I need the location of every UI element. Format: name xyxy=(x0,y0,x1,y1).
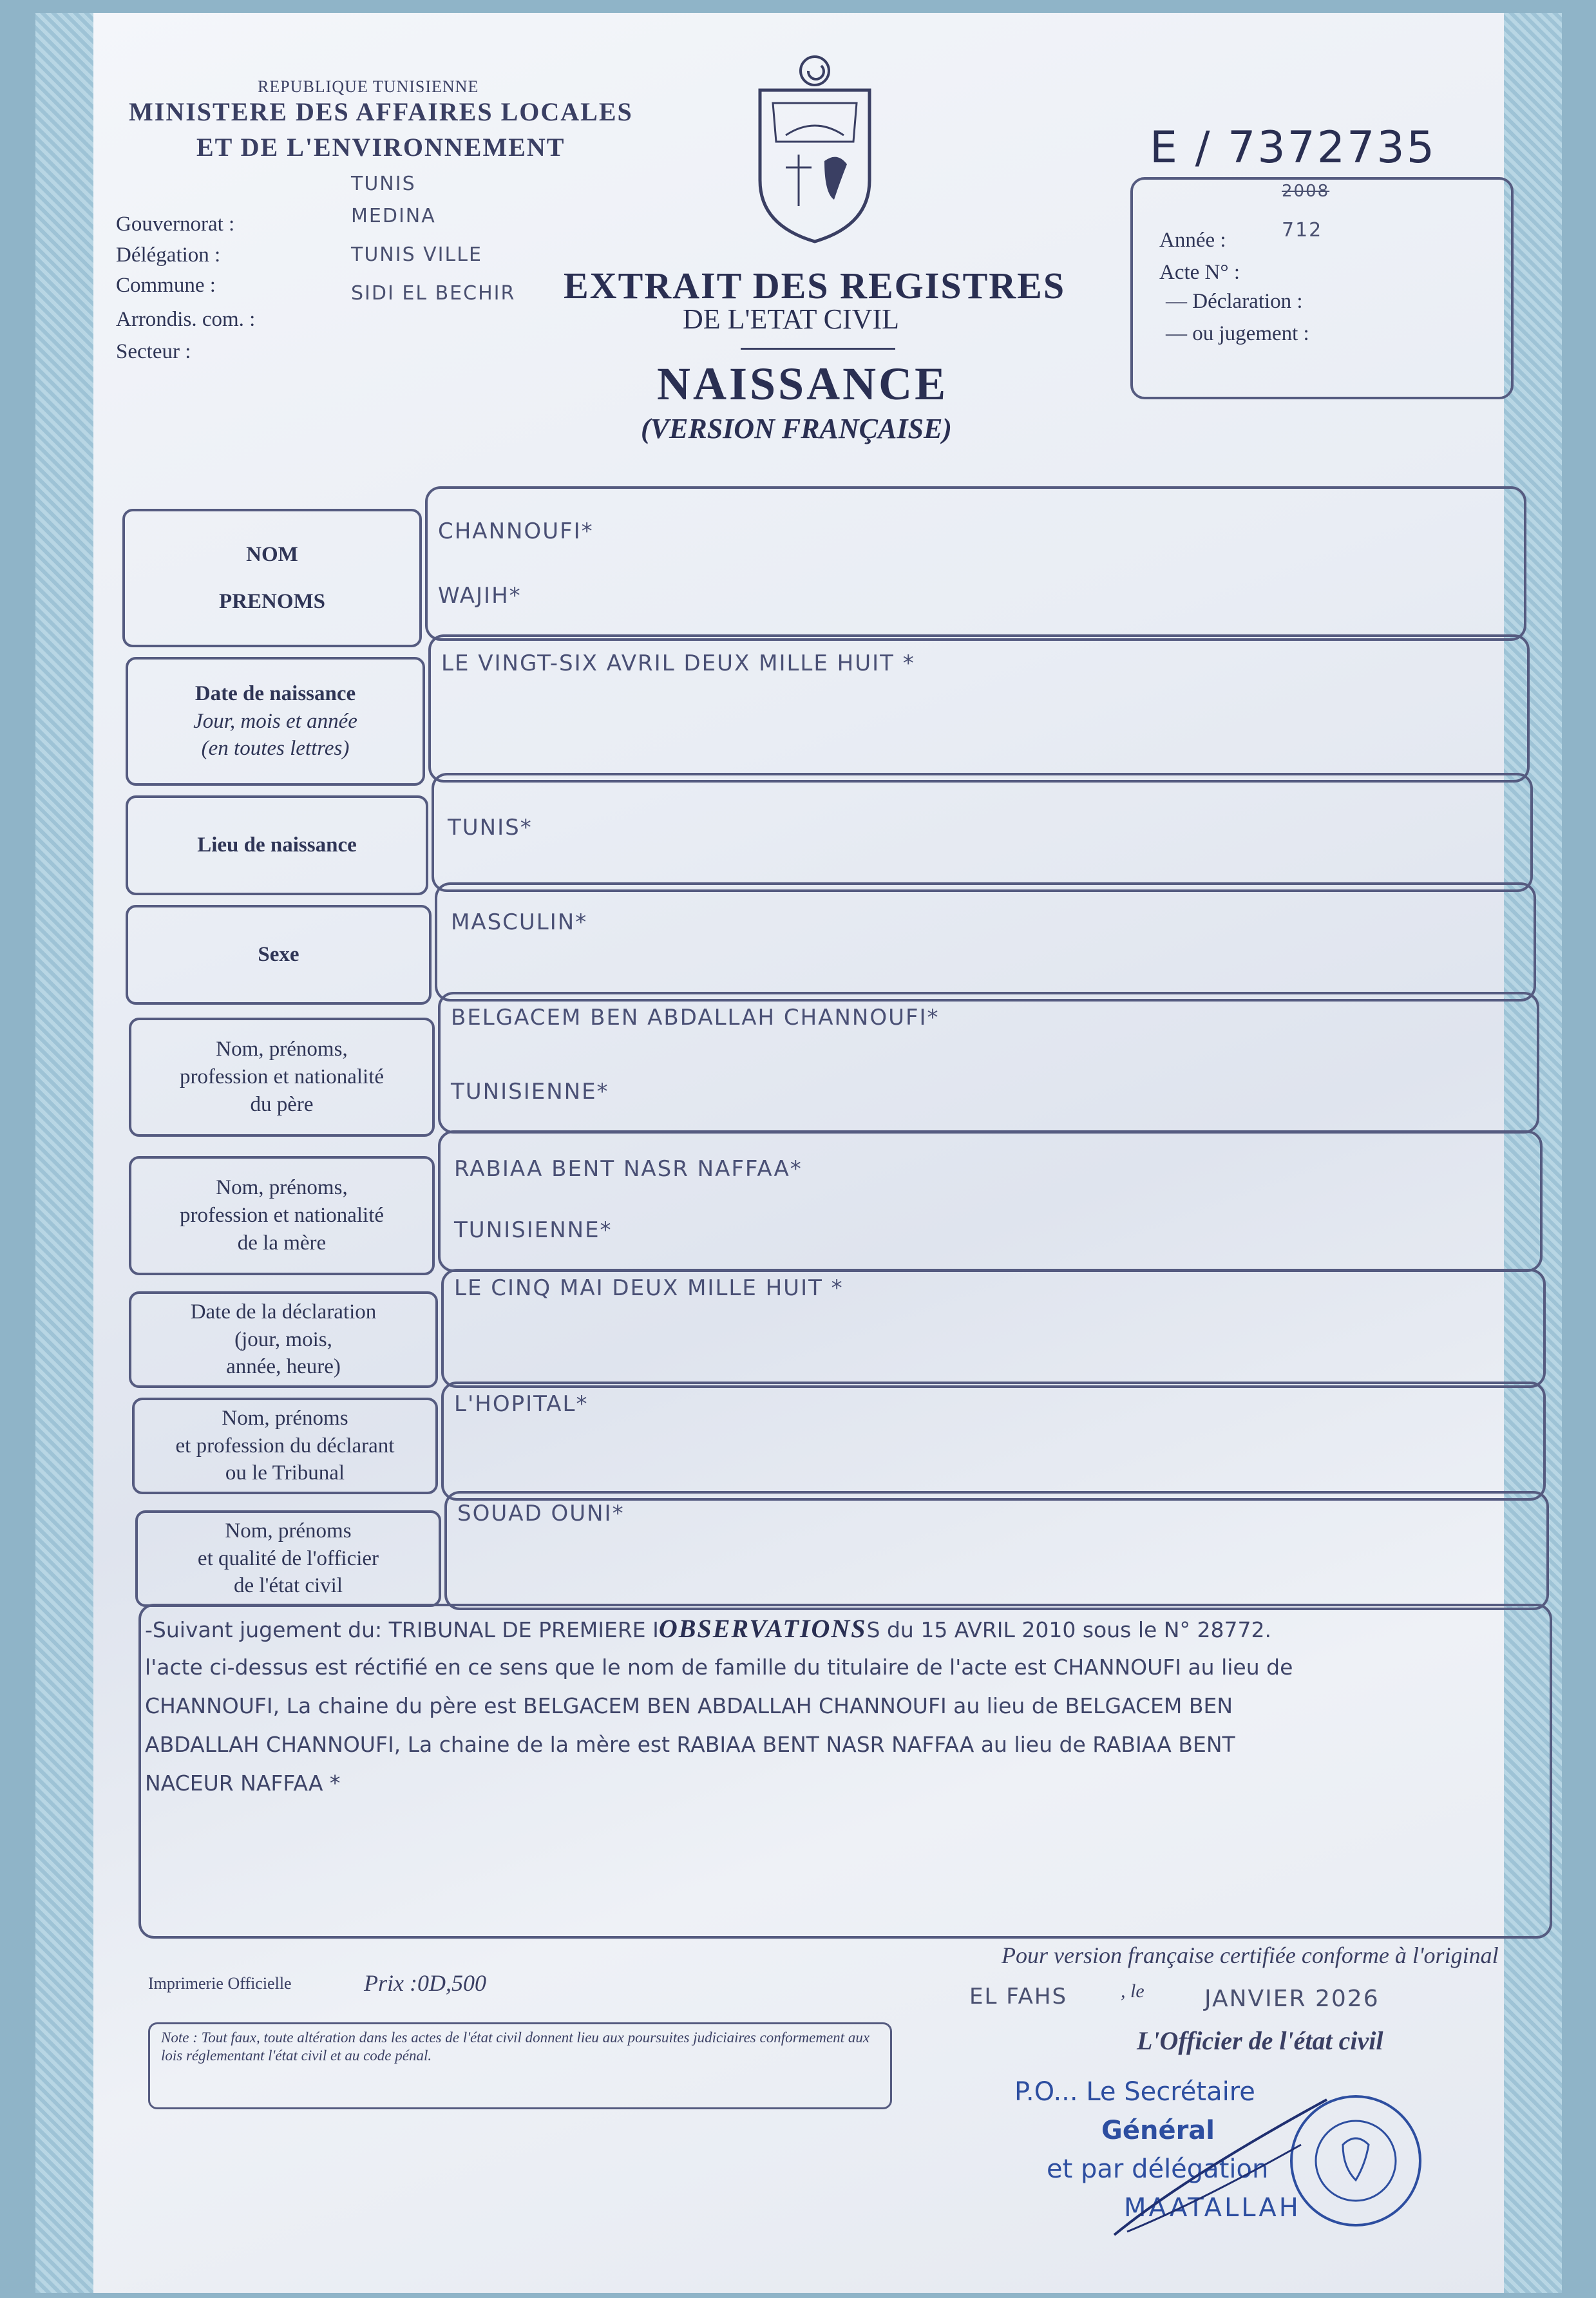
observations-line1-a: -Suivant jugement du: TRIBUNAL DE PREMIERE I xyxy=(145,1617,659,1642)
officier-label-box xyxy=(135,1510,441,1607)
annee-label: Année : xyxy=(1159,229,1226,252)
gouvernorat-label: Gouvernorat : xyxy=(116,213,235,236)
title-line2: DE L'ETAT CIVIL xyxy=(683,303,899,335)
stamp-line3: et par délégation xyxy=(1047,2154,1269,2184)
date-naissance-label3: (en toutes lettres) xyxy=(201,737,350,761)
declarant-label1: Nom, prénoms xyxy=(222,1406,348,1430)
declaration-date-label1: Date de la déclaration xyxy=(190,1300,377,1324)
lieu-signature: EL FAHS xyxy=(969,1984,1068,2009)
stamp-line2: Général xyxy=(1101,2116,1215,2145)
pere-name: BELGACEM BEN ABDALLAH CHANNOUFI* xyxy=(451,1005,940,1030)
prix-label: Prix :0D,500 xyxy=(364,1970,486,1996)
date-naissance-value: LE VINGT-SIX AVRIL DEUX MILLE HUIT * xyxy=(441,650,915,676)
mere-label2: profession et nationalité xyxy=(179,1204,385,1228)
declaration-date-value: LE CINQ MAI DEUX MILLE HUIT * xyxy=(454,1275,844,1301)
signature-stroke xyxy=(1108,2087,1340,2241)
prenoms-label: PRENOMS xyxy=(219,589,325,613)
observations-line1-b: S du 15 AVRIL 2010 sous le N° 28772. xyxy=(866,1617,1271,1642)
left-guilloche-border xyxy=(35,13,93,2293)
acte-value: 712 xyxy=(1282,219,1323,242)
pere-label3: du père xyxy=(250,1092,314,1116)
date-naissance-label2: Jour, mois et année xyxy=(193,709,357,733)
serial-number: E / 7372735 xyxy=(1150,122,1436,173)
prenoms-value: WAJIH* xyxy=(438,583,522,609)
annee-value: 2008 xyxy=(1282,182,1330,201)
pere-label1: Nom, prénoms, xyxy=(216,1038,348,1061)
mere-nationality: TUNISIENNE* xyxy=(454,1217,613,1243)
officier-signature-label: L'Officier de l'état civil xyxy=(1137,2026,1383,2055)
officier-label2: et qualité de l'officier xyxy=(197,1546,379,1570)
mere-label3: de la mère xyxy=(237,1231,327,1255)
declarant-label-box xyxy=(132,1398,438,1494)
mere-name: RABIAA BENT NASR NAFFAA* xyxy=(454,1156,803,1182)
officier-label3: de l'état civil xyxy=(233,1574,343,1598)
mere-value-box xyxy=(438,1130,1543,1272)
declaration-date-label2: (jour, mois, xyxy=(234,1327,332,1351)
stamp-line4: MAATALLAH xyxy=(1124,2193,1301,2223)
declaration-label: — Déclaration : xyxy=(1166,290,1303,313)
observations-line4: ABDALLAH CHANNOUFI, La chaine de la mère est RABIAA BENT NASR NAFFAA au lieu de RABIAA BENT xyxy=(145,1732,1235,1757)
republic-heading: REPUBLIQUE TUNISIENNE xyxy=(258,77,479,96)
mere-label-box xyxy=(129,1156,435,1275)
declarant-value-box xyxy=(441,1382,1546,1501)
secteur-label: Secteur : xyxy=(116,340,191,363)
certified-label: Pour version française certifiée conforme à l'original xyxy=(1002,1942,1499,1968)
commune-label: Commune : xyxy=(116,274,216,297)
delegation-label: Délégation : xyxy=(116,243,221,267)
declarant-value: L'HOPITAL* xyxy=(454,1391,589,1417)
gouvernorat-value: TUNIS xyxy=(351,173,416,195)
coat-of-arms-icon xyxy=(747,52,882,245)
acte-label: Acte N° : xyxy=(1159,261,1240,284)
acte-box xyxy=(1130,177,1514,399)
nom-value: CHANNOUFI* xyxy=(438,518,594,544)
lieu-label: Lieu de naissance xyxy=(197,833,357,857)
declarant-label2: et profession du déclarant xyxy=(175,1434,395,1458)
nom-label: NOM xyxy=(246,542,298,566)
lieu-value: TUNIS* xyxy=(448,815,533,840)
declarant-label3: ou le Tribunal xyxy=(225,1461,345,1485)
ministry-line1: MINISTERE DES AFFAIRES LOCALES xyxy=(129,97,633,126)
officier-label1: Nom, prénoms xyxy=(225,1519,352,1543)
arrondis-label: Arrondis. com. : xyxy=(116,308,256,331)
date-naissance-label-box xyxy=(126,657,425,786)
pere-label-box xyxy=(129,1018,435,1137)
le-label: , le xyxy=(1121,1980,1145,2002)
imprimerie-label: Imprimerie Officielle xyxy=(148,1974,292,1993)
sexe-label-box xyxy=(126,905,432,1005)
jugement-label: — ou jugement : xyxy=(1166,322,1309,345)
delegation-value: MEDINA xyxy=(351,205,436,227)
date-naissance-label1: Date de naissance xyxy=(195,681,356,705)
arrondis-value: SIDI EL BECHIR xyxy=(351,282,516,305)
title-line1: EXTRAIT DES REGISTRES xyxy=(564,265,1066,307)
observations-title: OBSERVATIONS xyxy=(658,1614,867,1643)
sexe-value: MASCULIN* xyxy=(451,909,588,935)
mere-label1: Nom, prénoms, xyxy=(216,1176,348,1200)
nom-prenoms-label-box xyxy=(122,509,422,647)
observations-line1 xyxy=(145,1610,1271,1649)
ministry-line2: ET DE L'ENVIRONNEMENT xyxy=(196,133,565,162)
observations-line3: CHANNOUFI, La chaine du père est BELGACEM BEN ABDALLAH CHANNOUFI au lieu de BELGACEM BEN xyxy=(145,1693,1233,1718)
declaration-date-label3: année, heure) xyxy=(226,1355,341,1379)
pere-label2: profession et nationalité xyxy=(179,1065,385,1089)
note-text: Note : Tout faux, toute altération dans les actes de l'état civil donnent lieu aux poursuites judiciaires conformement aux lois réglementant l'état civil et au code pénal. xyxy=(161,2029,870,2064)
sexe-label: Sexe xyxy=(258,943,299,967)
title-divider xyxy=(741,348,895,350)
lieu-value-box xyxy=(432,773,1533,892)
observations-line5: NACEUR NAFFAA * xyxy=(145,1771,341,1796)
observations-line2: l'acte ci-dessus est réctifié en ce sens que le nom de famille du titulaire de l'acte est CHANNOUFI au lieu de xyxy=(145,1655,1293,1680)
nom-prenoms-value-box xyxy=(425,486,1526,641)
signature-date: JANVIER 2026 xyxy=(1204,1986,1380,2012)
pere-nationality: TUNISIENNE* xyxy=(451,1079,609,1105)
officier-value: SOUAD OUNI* xyxy=(457,1501,625,1526)
declaration-date-label-box xyxy=(129,1291,438,1388)
stamp-line1: P.O... Le Secrétaire xyxy=(1014,2077,1255,2107)
version-label: (VERSION FRANÇAISE) xyxy=(641,413,952,444)
commune-value: TUNIS VILLE xyxy=(351,243,482,266)
document-type: NAISSANCE xyxy=(657,358,949,410)
lieu-label-box xyxy=(126,795,428,895)
sexe-value-box xyxy=(435,882,1536,1002)
